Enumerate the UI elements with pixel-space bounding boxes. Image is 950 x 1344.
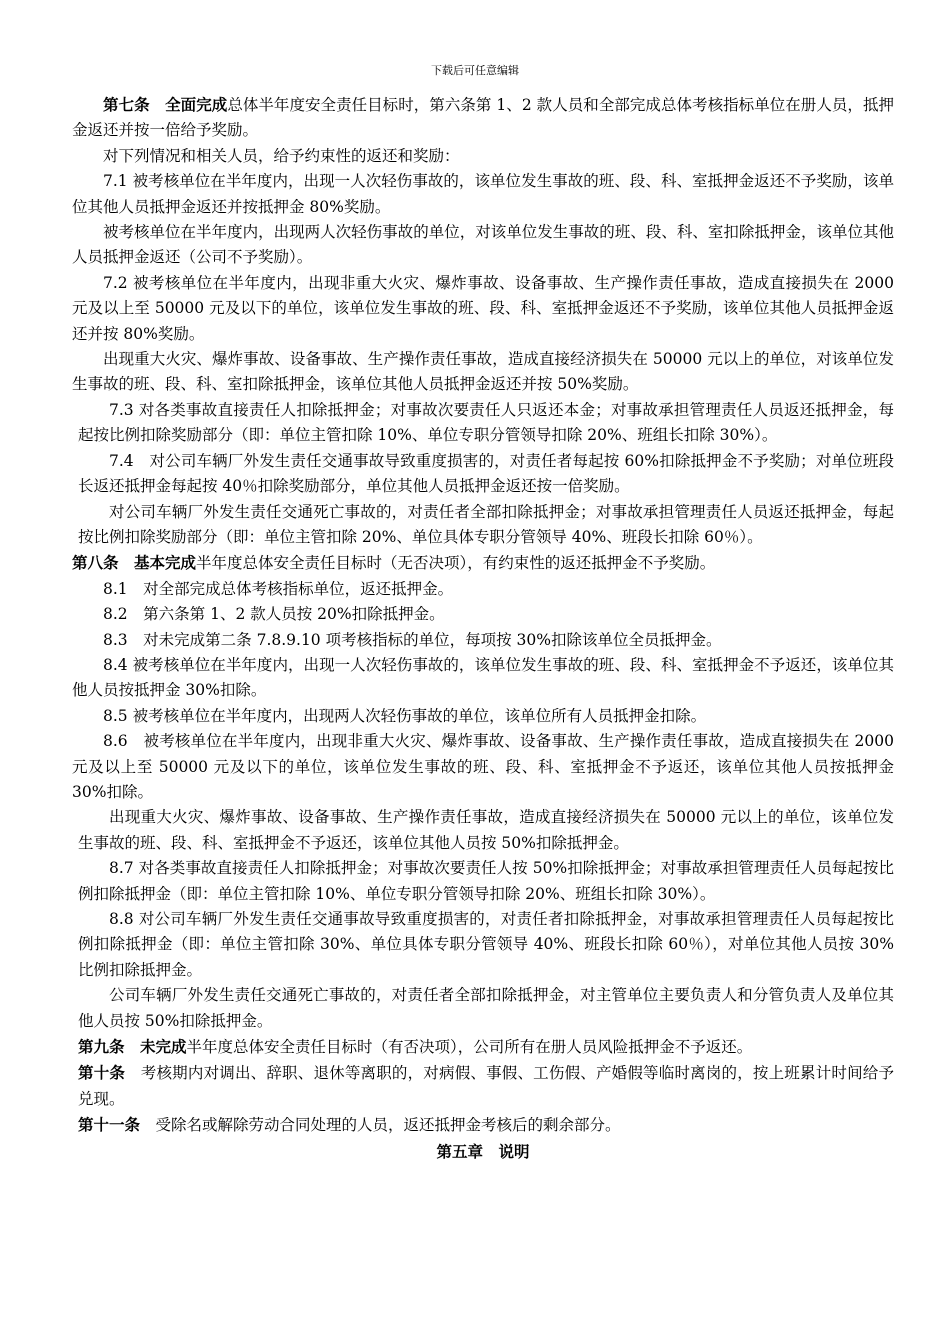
article-9-lead: 第九条 未完成 [78,1037,187,1057]
clause-7-4: 7.4 对公司车辆厂外发生责任交通事故导致重度损害的，对责任者每起按 60%扣除抵押金不予奖励；对单位班段长返还抵押金每起按 40％扣除奖励部分，单位其他人员抵押金返还按一倍奖励。 [78,451,894,496]
article-11-lead: 第十一条 [78,1115,141,1135]
article-7-text: 总体半年度安全责任目标时，第六条第 1、2 款人员和全部完成总体考核指标单位在册人员，抵押金返还并按一倍给予奖励。 [72,96,894,140]
paragraph: 出现重大火灾、爆炸事故、设备事故、生产操作责任事故，造成直接经济损失在 50000 元以上的单位，该单位发生事故的班、段、科、室抵押金不予返还，该单位其他人员按 50%扣除抵押金。 [78,808,894,852]
clause-8-7: 8.7 对各类事故直接责任人扣除抵押金；对事故次要责任人按 50%扣除抵押金；对事故承担管理责任人员每起按比例扣除抵押金（即：单位主管扣除 10%、单位专职分管领导扣除 20%、班组长扣除 30%）。 [78,859,894,903]
clause-7-2: 7.2 被考核单位在半年度内，出现非重大火灾、爆炸事故、设备事故、生产操作责任事故，造成直接损失在 2000 元及以上至 50000 元及以下的单位，该单位发生事故的班、段、科、室抵押金返还不予奖励，该单位其他人员抵押金返还并按 80%奖励。 [72,273,894,343]
clause-7-1: 7.1 被考核单位在半年度内，出现一人次轻伤事故的，该单位发生事故的班、段、科、室抵押金返还不予奖励，该单位其他人员抵押金返还并按抵押金 80%奖励。 [72,172,894,216]
clause-8-4: 8.4 被考核单位在半年度内，出现一人次轻伤事故的，该单位发生事故的班、段、科、室抵押金不予返还，该单位其他人员按抵押金 30%扣除。 [72,655,894,700]
paragraph: 被考核单位在半年度内，出现两人次轻伤事故的单位，对该单位发生事故的班、段、科、室扣除抵押金，该单位其他人员抵押金返还（公司不予奖励）。 [72,223,894,267]
article-9 [72,1034,894,1060]
article-11 [72,1112,894,1138]
article-8-text: 半年度总体安全责任目标时（无否决项），有约束性的返还抵押金不予奖励。 [196,554,716,573]
clause-8-3: 8.3 对未完成第二条 7.8.9.10 项考核指标的单位，每项按 30%扣除该单位全员抵押金。 [103,630,722,649]
article-10-text: 考核期内对调出、辞职、退休等离职的，对病假、事假、工伤假、产婚假等临时离岗的，按上班累计时间给予兑现。 [78,1064,894,1108]
paragraph: 公司车辆厂外发生责任交通死亡事故的，对责任者全部扣除抵押金，对主管单位主要负责人和分管负责人及单位其他人员按 50%扣除抵押金。 [78,986,894,1030]
article-8 [72,550,894,576]
document-body [72,92,894,1164]
article-10-lead: 第十条 [78,1063,126,1083]
page-header: 下载后可任意编辑 [431,64,519,77]
paragraph: 对公司车辆厂外发生责任交通死亡事故的，对责任者全部扣除抵押金；对事故承担管理责任人员返还抵押金，每起按比例扣除奖励部分（即：单位主管扣除 20%、单位具体专职分管领导 40%、班段长扣除 60％）。 [78,502,894,546]
article-8-lead: 第八条 基本完成 [72,553,197,573]
chapter-title: 第五章 说明 [436,1141,530,1161]
article-7 [72,92,894,144]
clause-8-8: 8.8 对公司车辆厂外发生责任交通事故导致重度损害的，对责任者扣除抵押金，对事故承担管理责任人员每起按比例扣除抵押金（即：单位主管扣除 30%、单位具体专职分管领导 40%、班段长扣除 60％），对单位其他人员按 30%比例扣除抵押金。 [78,910,894,979]
article-10 [72,1060,894,1112]
clause-7-3: 7.3 对各类事故直接责任人扣除抵押金；对事故次要责任人只返还本金；对事故承担管理责任人员返还抵押金，每起按比例扣除奖励部分（即：单位主管扣除 10%、单位专职分管领导扣除 20%、班组长扣除 30%）。 [78,400,894,445]
paragraph: 出现重大火灾、爆炸事故、设备事故、生产操作责任事故，造成直接经济损失在 50000 元以上的单位，对该单位发生事故的班、段、科、室扣除抵押金，该单位其他人员抵押金返还并按 50%奖励。 [72,350,894,394]
article-7-lead: 第七条 全面完成 [103,95,228,114]
article-9-text: 半年度总体安全责任目标时（有否决项），公司所有在册人员风险抵押金不予返还。 [186,1038,753,1057]
clause-8-6: 8.6 被考核单位在半年度内，出现非重大火灾、爆炸事故、设备事故、生产操作责任事故，造成直接损失在 2000 元及以上至 50000 元及以下的单位，该单位发生事故的班、段、科、室抵押金不予返还，该单位其他人员按抵押金 30%扣除。 [72,732,894,801]
article-11-text: 受除名或解除劳动合同处理的人员，返还抵押金考核后的剩余部分。 [140,1116,621,1135]
clause-8-5: 8.5 被考核单位在半年度内，出现两人次轻伤事故的单位，该单位所有人员抵押金扣除。 [103,706,707,725]
clause-8-1: 8.1 对全部完成总体考核指标单位，返还抵押金。 [103,579,454,598]
paragraph: 对下列情况和相关人员，给予约束性的返还和奖励： [103,146,460,165]
clause-8-2: 8.2 第六条第 1、2 款人员按 20%扣除抵押金。 [103,605,445,624]
